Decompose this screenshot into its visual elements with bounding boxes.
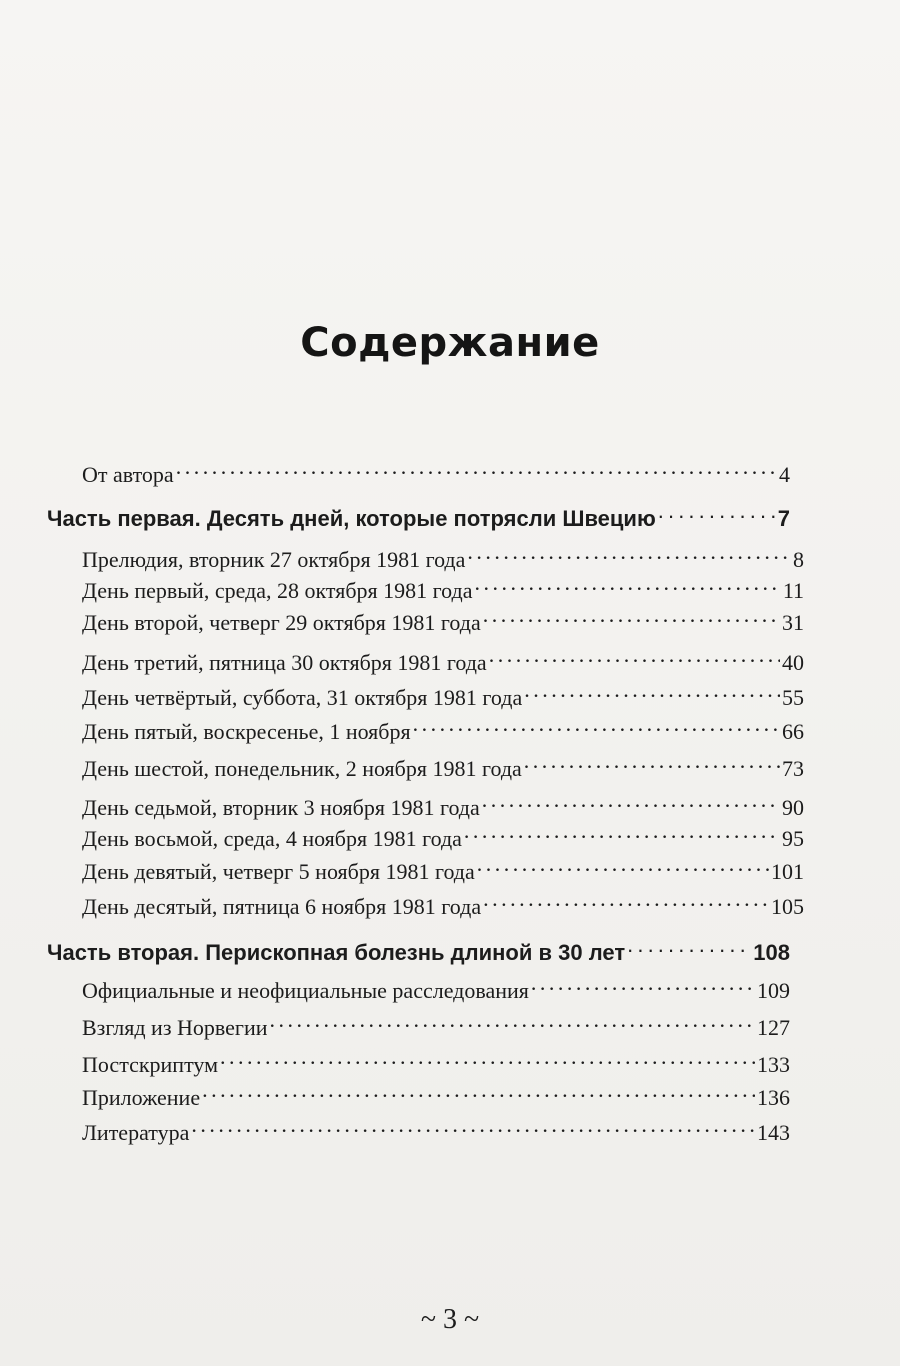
toc-entry[interactable] (82, 709, 804, 744)
toc-entry-page: 31 (782, 610, 804, 635)
toc-entry-page: 7 (777, 506, 790, 531)
toc-entry[interactable] (82, 675, 804, 710)
toc-entry-page: 4 (779, 462, 790, 487)
toc-entry-page: 105 (771, 894, 804, 919)
toc-entry-title: День десятый, пятница 6 ноября 1981 года (82, 894, 482, 919)
toc-leader-dots (483, 600, 780, 630)
toc-leader-dots (524, 675, 780, 705)
toc-entry-page: 90 (782, 795, 804, 820)
toc-leader-dots (464, 816, 780, 846)
toc-leader-dots (531, 968, 755, 998)
toc-entry-title: Взгляд из Норвегии (82, 1015, 268, 1040)
toc-entry-title: Приложение (82, 1085, 201, 1110)
toc-leader-dots (270, 1005, 755, 1035)
toc-leader-dots (489, 640, 780, 670)
toc-entry[interactable] (82, 785, 804, 820)
toc-part-entry[interactable] (47, 930, 790, 965)
toc-entry-title: День седьмой, вторник 3 ноября 1981 года (82, 795, 480, 820)
toc-entry-page: 73 (782, 756, 804, 781)
toc-leader-dots (524, 746, 780, 776)
toc-leader-dots (483, 884, 769, 914)
toc-leader-dots (482, 785, 780, 815)
toc-entry-title: День пятый, воскресенье, 1 ноября (82, 719, 411, 744)
toc-entry-title: День четвёртый, суббота, 31 октября 1981 года (82, 685, 523, 710)
toc-leader-dots (474, 568, 780, 598)
toc-entry-page: 8 (793, 547, 804, 572)
toc-entry-title: От автора (82, 462, 174, 487)
toc-entry-title: Официальные и неофициальные расследования (82, 978, 529, 1003)
toc-entry-page: 133 (757, 1052, 790, 1077)
toc-leader-dots (477, 849, 769, 879)
toc-entry-page: 101 (771, 859, 804, 884)
toc-entry-title: День девятый, четверг 5 ноября 1981 года (82, 859, 475, 884)
toc-entry[interactable] (82, 640, 804, 675)
toc-leader-dots (658, 496, 776, 526)
toc-entry-title: День восьмой, среда, 4 ноября 1981 года (82, 826, 462, 851)
toc-entry-page: 143 (757, 1120, 790, 1145)
toc-entry-page: 109 (757, 978, 790, 1003)
toc-entry-page: 108 (753, 940, 790, 965)
toc-entry-title: Литература (82, 1120, 190, 1145)
toc-entry[interactable] (82, 1042, 790, 1077)
toc-leader-dots (467, 537, 791, 567)
toc-entry[interactable] (82, 1005, 790, 1040)
toc-entry-page: 136 (757, 1085, 790, 1110)
toc-entry-title: Прелюдия, вторник 27 октября 1981 года (82, 547, 466, 572)
toc-entry[interactable] (82, 816, 804, 851)
page-number: ~ 3 ~ (420, 1304, 480, 1335)
toc-entry[interactable] (82, 1075, 790, 1110)
toc-part-entry[interactable] (47, 496, 790, 531)
toc-entry-title: Постскриптум (82, 1052, 219, 1077)
toc-entry-title: День первый, среда, 28 октября 1981 года (82, 578, 473, 603)
toc-leader-dots (220, 1042, 755, 1072)
toc-entry[interactable] (82, 849, 804, 884)
toc-entry-title: Часть вторая. Перископная болезнь длиной в 30 лет (47, 940, 626, 965)
toc-entry[interactable] (82, 537, 804, 572)
toc-entry[interactable] (82, 884, 804, 919)
toc-entry-page: 95 (782, 826, 804, 851)
toc-entry[interactable] (82, 968, 790, 1003)
toc-entry[interactable] (82, 600, 804, 635)
toc-entry-title: День второй, четверг 29 октября 1981 года (82, 610, 481, 635)
toc-entry[interactable] (82, 746, 804, 781)
toc-entry-title: Часть первая. Десять дней, которые потрясли Швецию (47, 506, 656, 531)
toc-entry-title: День третий, пятница 30 октября 1981 года (82, 650, 487, 675)
toc-leader-dots (176, 452, 777, 482)
toc-entry-title: День шестой, понедельник, 2 ноября 1981 года (82, 756, 522, 781)
toc-entry[interactable] (82, 568, 804, 603)
toc-entry[interactable] (82, 1110, 790, 1145)
toc-entry-page: 55 (782, 685, 804, 710)
toc-entry[interactable] (82, 452, 790, 487)
toc-leader-dots (202, 1075, 755, 1105)
toc-entry-page: 40 (782, 650, 804, 675)
toc-entry-page: 11 (782, 578, 804, 603)
toc-entry-page: 127 (757, 1015, 790, 1040)
toc-leader-dots (627, 930, 751, 960)
toc-leader-dots (413, 709, 780, 739)
page-title: Содержание (300, 320, 600, 366)
toc-leader-dots (191, 1110, 755, 1140)
toc-entry-page: 66 (782, 719, 804, 744)
